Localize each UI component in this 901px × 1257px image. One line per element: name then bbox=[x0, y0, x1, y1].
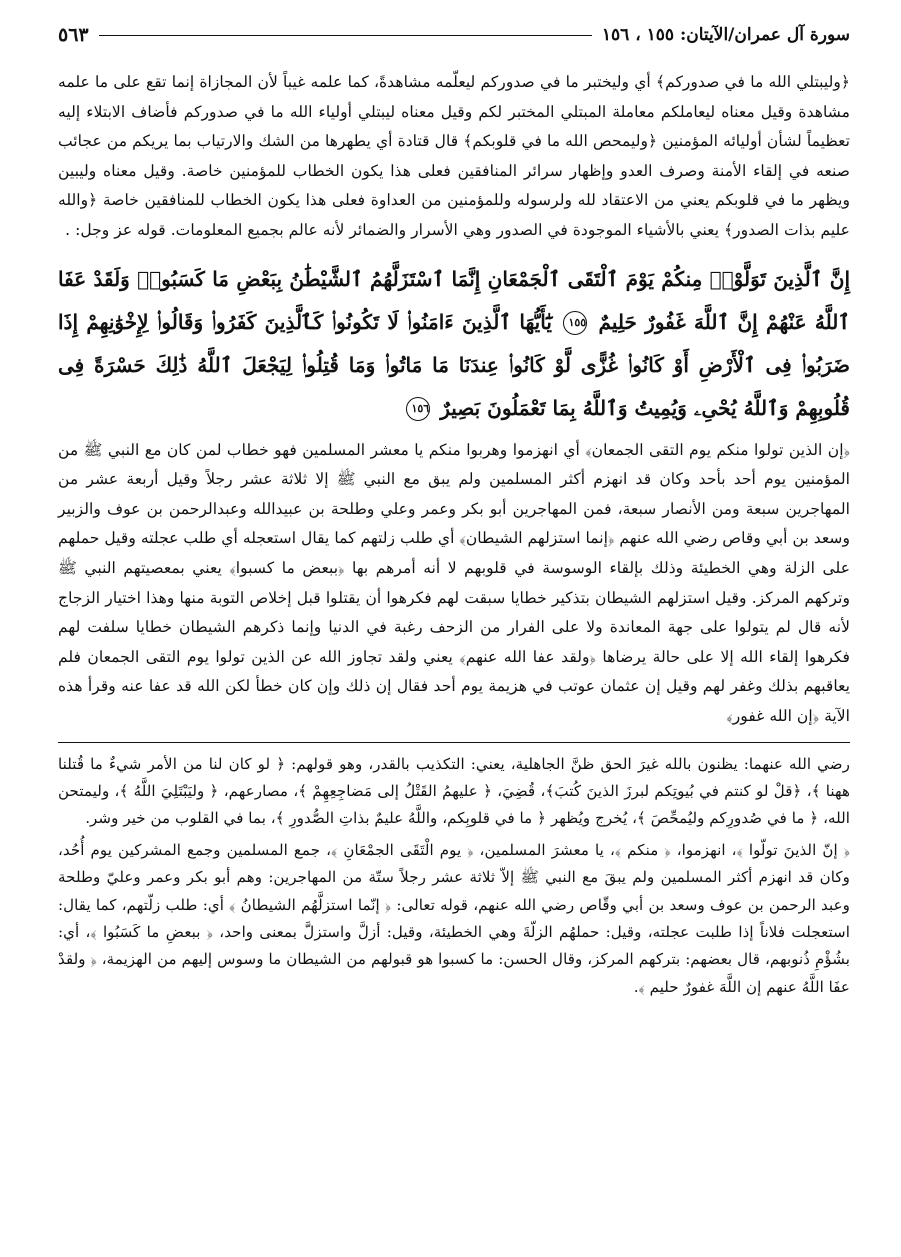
running-title: سورة آل عمران/الآيتان: ١٥٥ ، ١٥٦ bbox=[601, 25, 850, 45]
verse-155-text: إِنَّ ٱلَّذِينَ تَوَلَّوْا۟ مِنكُمْ يَوْمَ ٱلْتَقَى ٱلْجَمْعَانِ إِنَّمَا ٱسْتَزَلَّهُمُ ٱلشَّيْطَٰنُ بِبَعْضِ مَا كَسَبُوا۟ وَلَقَدْ عَفَا ٱللَّهُ عَنْهُمْ إِنَّ ٱللَّهَ غَفُورٌ حَلِيمٌ bbox=[58, 266, 851, 334]
book-page bbox=[58, 20, 850, 1001]
commentary-main: ﴿إن الذين تولوا منكم يوم التقى الجمعان﴾ أي انهزموا وهربوا منكم يا معشر المسلمين فهو خطاب لمن كان مع النبي ﷺ من المؤمنين يوم أحد بأحد وكان قد انهزم أكثر المسلمين ولم يبق مع النبي ﷺ إلا ثلاثة عشر رجلاً وقيل أربعة عشر من المهاجرين سبعة ومن الأنصار سبعة، فمن المهاجرين أبو بكر وعمر وعلي وطلحة بن عبيدالله وعبدالرحمن بن عوف والزبير وسعد بن أبي وقاص رضي الله عنهم ﴿إنما استزلهم الشيطان﴾ أي طلب زلتهم كما يقال استعجله أي طلب عجلته وقيل حملهم على الزلة وهي الخطيئة وذلك بإلقاء الوسوسة في قلوبهم لا أنه أمرهم بها ﴿ببعض ما كسبوا﴾ يعني بمعصيتهم النبي ﷺ وتركهم المركز. وقيل استزلهم الشيطان بتذكير خطايا سبقت لهم فكرهوا أن يقتلوا قبل إخلاص التوبة منها وهذا اختيار الزجاج لأنه قال لم يتولوا على جهة المعاندة ولا على الفرار من الزحف رغبة في الدنيا وإنما ذكرهم الشيطان خطايا سلفت لهم فكرهوا إلقاء الله إلا على حالة يرضاها ﴿ولقد عفا الله عنهم﴾ يعني ولقد تجاوز الله عن الذين تولوا يوم التقى الجمعان فلم يعاقبهم بذلك وغفر لهم وقيل إن عثمان عوتب في هزيمة يوم أحد فقال إن ذلك وإن كان خطأ لكن الله قد عفا عنه وقرأ هذه الآية ﴿إن الله غفور﴾ bbox=[58, 440, 850, 725]
ayah-marker-156: ١٥٦ bbox=[406, 397, 430, 421]
commentary-top: ﴿وليبتلي الله ما في صدوركم﴾ أي وليختبر ما في صدوركم ليعلّمه مشاهدةً، كما علمه غيباً لأن المجازاة إنما تقع على ما علمه مشاهدة وقيل معناه ليعاملكم معاملة المبتلي المختبر لكم وقيل معناه ليبتلي أولياء الله ما في صدوركم فأضاف الابتلاء إليه تعظيماً لشأن أوليائه المؤمنين ﴿وليمحص الله ما في قلوبكم﴾ قال قتادة أي يطهرها من الشك والارتياب بما يريكم من عجائب صنعه في إلقاء الأمنة وصرف العدو وإظهار سرائر المنافقين فعلى هذا يكون الخطاب للمؤمنين خاصة. وقيل معناه وليبين ويظهر ما في قلوبكم يعني من الاعتقاد لله ولرسوله وللمؤمنين من العداوة فعلى هذا يكون الخطاب للمنافقين خاصة ﴿والله عليم بذات الصدور﴾ يعني بالأشياء الموجودة في الصدور وهي الأسرار والضمائر لأنه عالم بجميع المعلومات. قوله عز وجل: . bbox=[58, 73, 850, 239]
ayah-marker-155: ١٥٥ bbox=[563, 311, 587, 335]
footnote-para-2: ﴿ إنّ الذينَ تولّوا ﴾، انهزموا، ﴿ منكم ﴾، يا معشرَ المسلمين، ﴿ يوم الْتَقَى الجمْعَانِ ﴾، جمع المسلمين وجمع المشركين يوم أُحُد، وكان قد انهزم أكثر المسلمين ولم يبقَ مع النبي ﷺ إلاّ ثلاثة عشر رجلاً ستّة من المهاجرين: وهم أبو بكر وعمر وعليّ وطلحة وعبد الرحمن بن عوف وسعد بن أبي وقّاص رضي الله عنهم، قوله تعالى: ﴿ إنّما استزلَّهُم الشيطانُ ﴾ أي: طلب زلّتهم، كما يقال: استعجلت فلاناً إذا طلبت عجلته، وقيل: حملهُم الزلّةَ وهي الخطيئة، وقيل: أزلَّ واستزلَّ بمعنى واحد، ﴿ ببعضِ ما كَسَبُوا ﴾، أي: بشُؤْمِ ذُنوبهم، قال بعضهم: بتركهم المركز، وقال الحسن: ما كسبوا هو قبولهم من الشيطان ما وسوس إليهم من الهزيمة، ﴿ ولقدْ عفَا اللَّهُ عنهم إن اللَّهَ غفورٌ حليم ﴾. bbox=[58, 840, 850, 996]
header-rule bbox=[99, 35, 592, 36]
footnote-divider bbox=[58, 742, 850, 743]
quran-verses bbox=[58, 258, 850, 430]
page-number: ٥٦٣ bbox=[58, 24, 89, 46]
footnote-para-1: رضي الله عنهما: يظنون بالله غيرَ الحق ظنَّ الجاهلية، يعني: التكذيب بالقدر، وهو قولهم: ﴿ لو كان لنا من الأمر شيءٌ ما قُتلنا ههنا ﴾، ﴿قلْ لو كنتم في بُيوتِكم لبرزَ الذينَ كُتبَ﴾، قُضِيَ، ﴿ عليهمُ القَتْلُ إلى مَضاجِعِهِمْ ﴾، مصارعهم، ﴿ وليَبْتَلِيَ اللَّهُ ﴾، وليمتحن الله، ﴿ ما في صُدورِكم وليُمحِّصَ ﴾، يُخرج ويُظهر ﴿ ما في قلوبِكم، واللَّهُ عليمٌ بذاتِ الصُّدورِ ﴾، بما في القلوب من خير وشر. bbox=[58, 754, 850, 828]
verse-156-text: يَٰٓأَيُّهَا ٱلَّذِينَ ءَامَنُوا۟ لَا تَكُونُوا۟ كَٱلَّذِينَ كَفَرُوا۟ وَقَالُوا۟ لِإِخْوَٰنِهِمْ إِذَا ضَرَبُوا۟ فِى ٱلْأَرْضِ أَوْ كَانُوا۟ غُزًّى لَّوْ كَانُوا۟ عِندَنَا مَا مَاتُوا۟ وَمَا قُتِلُوا۟ لِيَجْعَلَ ٱللَّهُ ذَٰلِكَ حَسْرَةً فِى قُلُوبِهِمْ وَٱللَّهُ يُحْىِۦ وَيُمِيتُ وَٱللَّهُ بِمَا تَعْمَلُونَ بَصِيرٌ bbox=[58, 309, 850, 420]
page-header bbox=[58, 20, 850, 50]
